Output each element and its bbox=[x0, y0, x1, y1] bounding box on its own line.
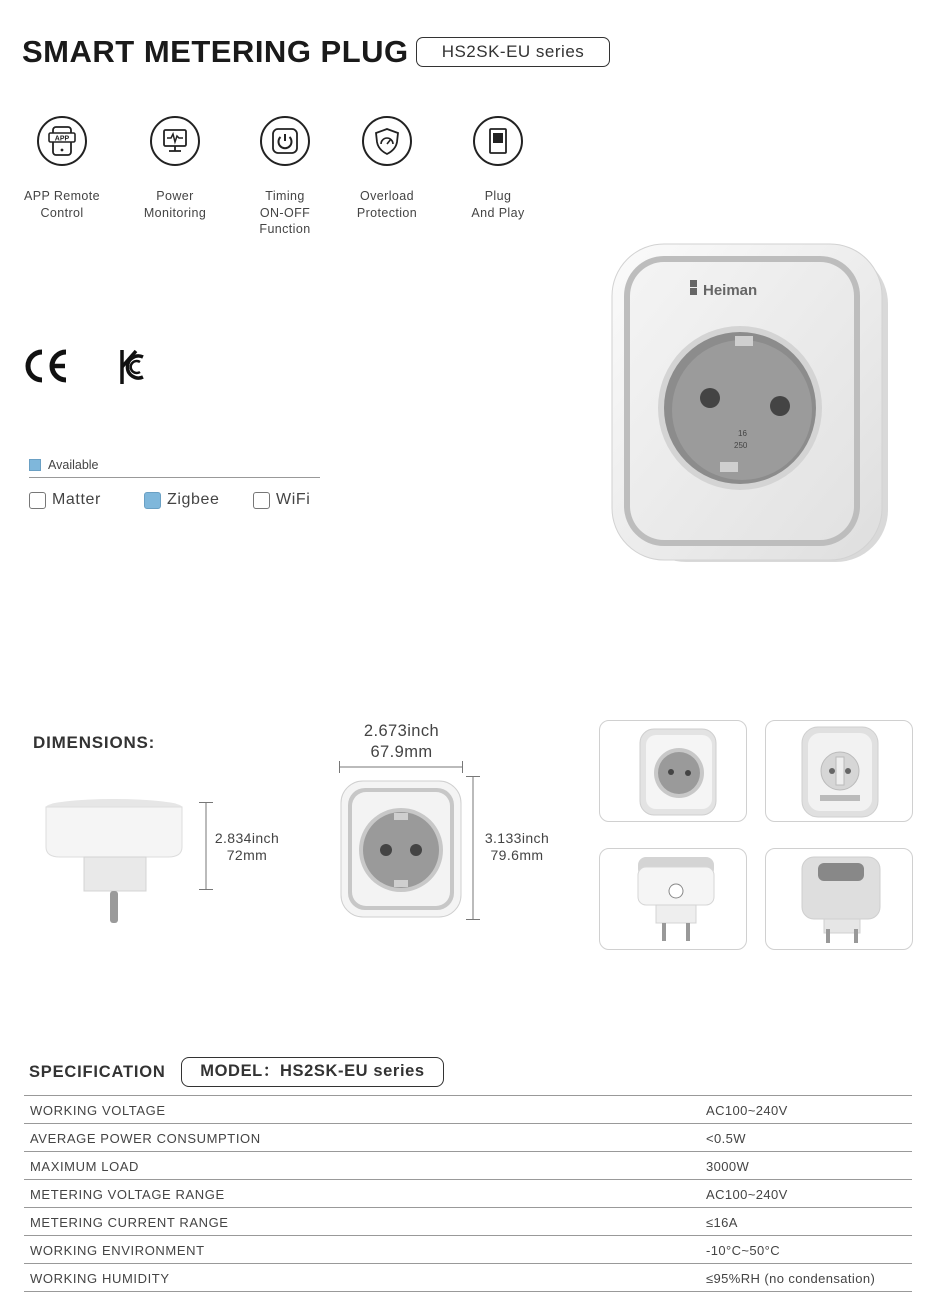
app-phone-icon bbox=[37, 116, 87, 166]
feature-label: ON-OFF bbox=[259, 205, 311, 220]
spec-key: AVERAGE POWER CONSUMPTION bbox=[30, 1131, 261, 1146]
spec-key: WORKING VOLTAGE bbox=[30, 1103, 166, 1118]
socket-plug-icon bbox=[473, 116, 523, 166]
power-button-icon bbox=[260, 116, 310, 166]
table-row bbox=[24, 1180, 912, 1208]
protocol-label: Matter bbox=[52, 491, 101, 508]
availability-legend bbox=[29, 456, 320, 478]
kc-mark-icon bbox=[118, 348, 146, 386]
spec-key: WORKING HUMIDITY bbox=[30, 1271, 170, 1286]
feature-label: Control bbox=[40, 205, 84, 220]
specification-table bbox=[24, 1095, 912, 1292]
protocol-label: WiFi bbox=[276, 491, 311, 508]
feature-label: Protection bbox=[356, 205, 418, 220]
spec-value: <0.5W bbox=[706, 1131, 746, 1146]
protocol-matter bbox=[29, 491, 101, 509]
spec-key: METERING CURRENT RANGE bbox=[30, 1215, 229, 1230]
zigbee-checkbox bbox=[144, 492, 161, 509]
spec-key: WORKING ENVIRONMENT bbox=[30, 1243, 205, 1258]
specification-title: SPECIFICATION bbox=[29, 1063, 166, 1081]
width-inch: 2.673inch bbox=[363, 722, 440, 740]
series-badge: HS2SK-EU series bbox=[416, 37, 610, 67]
spec-value: AC100~240V bbox=[706, 1187, 788, 1202]
svg-text:APP: APP bbox=[54, 135, 70, 143]
spec-key: MAXIMUM LOAD bbox=[30, 1159, 140, 1174]
thumbnail-top-button bbox=[599, 848, 747, 950]
thumbnail-back bbox=[765, 720, 913, 822]
table-row bbox=[24, 1264, 912, 1292]
table-row bbox=[24, 1152, 912, 1180]
front-height-label bbox=[478, 830, 556, 864]
spec-value: -10°C~50°C bbox=[706, 1243, 781, 1258]
dimensions-title: DIMENSIONS: bbox=[33, 733, 156, 752]
side-height-inch: 2.834inch bbox=[214, 830, 280, 846]
matter-checkbox bbox=[29, 492, 46, 509]
legend-swatch bbox=[29, 459, 41, 471]
wifi-checkbox bbox=[253, 492, 270, 509]
feature-label: APP Remote bbox=[23, 189, 101, 203]
feature-label: Overload bbox=[360, 189, 414, 203]
width-mm: 67.9mm bbox=[370, 743, 433, 761]
feature-label: Monitoring bbox=[143, 205, 207, 220]
power-monitor-icon bbox=[150, 116, 200, 166]
feature-label: Timing bbox=[265, 189, 305, 203]
feature-app-remote bbox=[7, 116, 117, 221]
feature-timing bbox=[230, 116, 340, 238]
protocol-label: Zigbee bbox=[167, 491, 220, 508]
width-dimension-line bbox=[339, 760, 463, 774]
legend-label: Available bbox=[48, 458, 99, 472]
spec-value: ≤95%RH (no condensation) bbox=[706, 1271, 876, 1286]
spec-value: AC100~240V bbox=[706, 1103, 788, 1118]
protocol-zigbee bbox=[144, 491, 220, 509]
table-row bbox=[24, 1124, 912, 1152]
side-height-mm: 72mm bbox=[226, 847, 268, 863]
table-row bbox=[24, 1236, 912, 1264]
spec-value: 3000W bbox=[706, 1159, 750, 1174]
side-height-label bbox=[206, 830, 288, 864]
thumbnail-front-angle bbox=[599, 720, 747, 822]
feature-label: Power bbox=[156, 189, 194, 203]
spec-key: METERING VOLTAGE RANGE bbox=[30, 1187, 225, 1202]
shield-gauge-icon bbox=[362, 116, 412, 166]
front-view-image bbox=[338, 778, 464, 920]
socket-rating: 250 bbox=[734, 441, 748, 450]
thumbnail-top-socket bbox=[765, 848, 913, 950]
spec-value: ≤16A bbox=[706, 1215, 738, 1230]
protocol-wifi bbox=[253, 491, 310, 509]
feature-plug-and-play bbox=[443, 116, 553, 221]
table-row bbox=[24, 1208, 912, 1236]
model-badge: MODEL：HS2SK-EU series bbox=[181, 1057, 444, 1087]
table-row bbox=[24, 1096, 912, 1124]
brand-logo: Heiman bbox=[703, 282, 758, 299]
front-height-inch: 3.133inch bbox=[484, 830, 550, 846]
front-height-mm: 79.6mm bbox=[490, 847, 544, 863]
feature-label: Plug bbox=[484, 189, 512, 203]
ce-mark-icon bbox=[22, 348, 70, 384]
feature-label: And Play bbox=[471, 205, 525, 220]
feature-overload bbox=[332, 116, 442, 221]
side-view-image bbox=[40, 795, 190, 930]
socket-rating: 16 bbox=[738, 429, 747, 438]
product-image bbox=[600, 240, 900, 570]
feature-label: Function bbox=[259, 222, 311, 236]
width-label bbox=[340, 721, 463, 763]
page-title: SMART METERING PLUG bbox=[22, 34, 409, 69]
feature-power-monitoring bbox=[120, 116, 230, 221]
